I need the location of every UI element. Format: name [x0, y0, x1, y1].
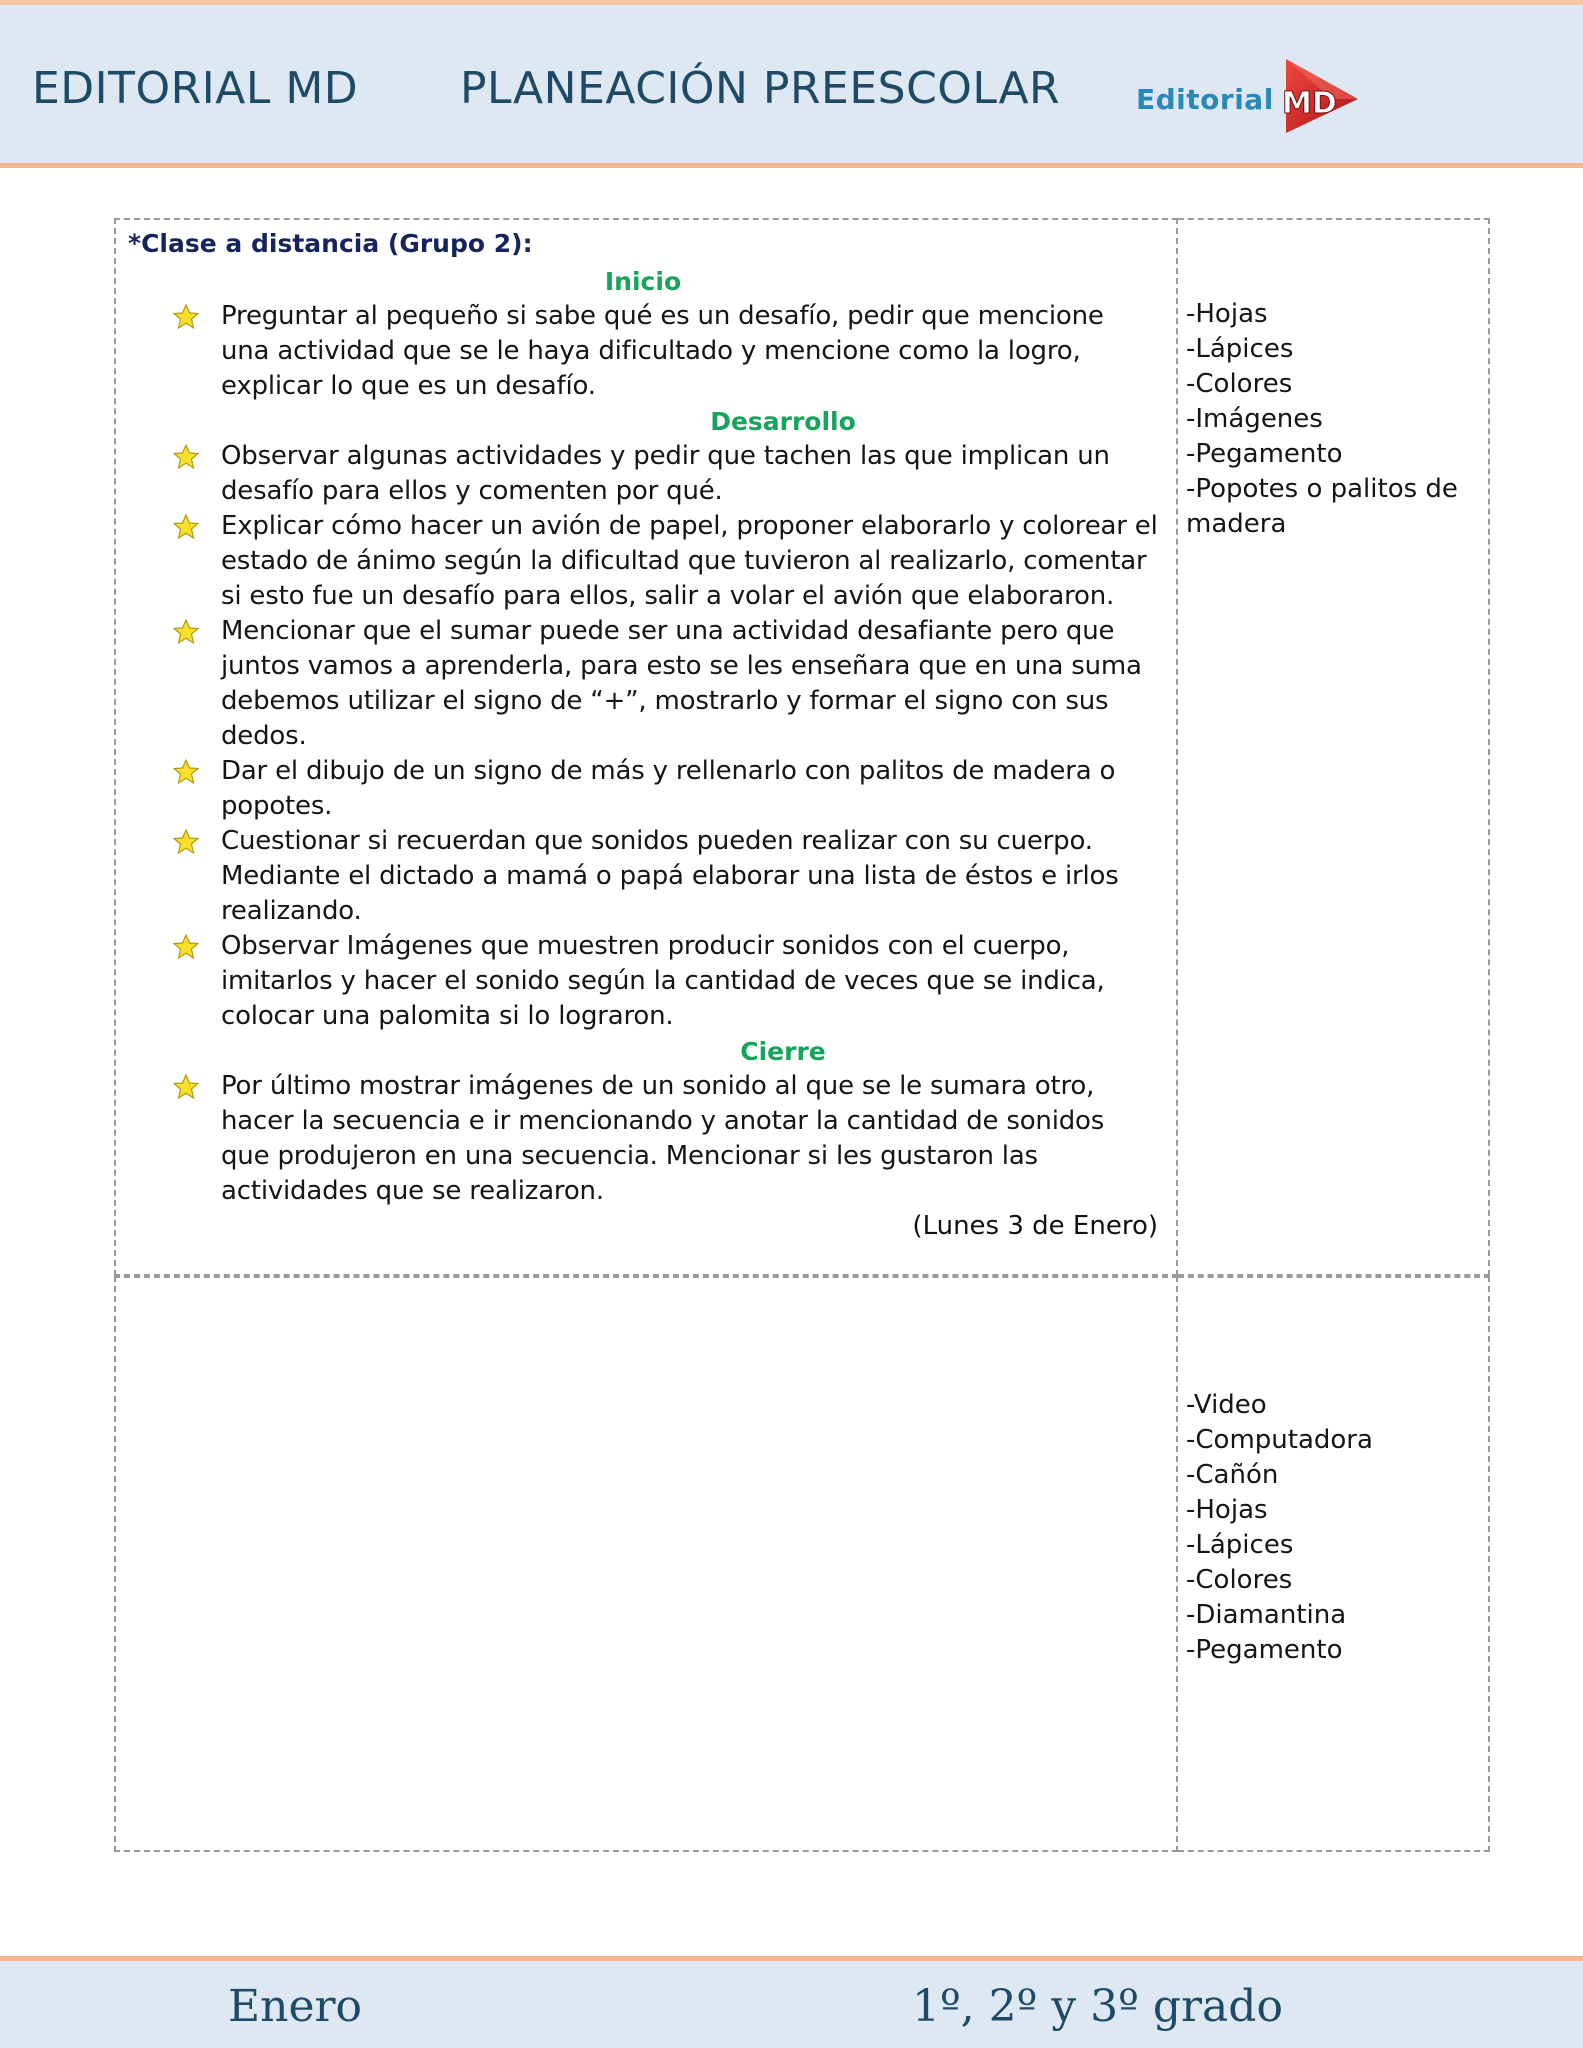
star-icon — [173, 444, 199, 470]
material-item: -Diamantina — [1186, 1600, 1347, 1630]
footer-grade: 1º, 2º y 3º grado — [912, 1981, 1283, 2032]
empty-frame — [114, 1276, 1178, 1852]
list-item — [128, 754, 1160, 824]
section-cierre — [128, 1034, 1160, 1069]
material-item: -Popotes o palitos de madera — [1186, 474, 1458, 539]
item-text: Preguntar al pequeño si sabe qué es un desafío, pedir que mencione una actividad que se le haya dificultado y mencione como la logro, explicar lo que es un desafío. — [221, 301, 1104, 401]
item-text: Cuestionar si recuerdan que sonidos pueden realizar con su cuerpo. Mediante el dictado a mamá o papá elaborar una lista de éstos e irlos realizando. — [221, 826, 1119, 926]
section-inicio-label: Inicio — [604, 267, 682, 296]
item-text: Explicar cómo hacer un avión de papel, proponer elaborarlo y colorear el estado de ánimo según la dificultad que tuvieron al realizarlo, comentar si esto fue un desafío para ellos, salir a volar el avión que elaboraron. — [221, 511, 1158, 611]
star-icon — [173, 829, 199, 855]
material-item: -Colores — [1186, 369, 1293, 399]
item-text: Mencionar que el sumar puede ser una actividad desafiante pero que juntos vamos a aprenderla, para esto se les enseñara que en una suma debemos utilizar el signo de “+”, mostrarlo y formar el signo con sus dedos. — [221, 616, 1142, 751]
list-item — [128, 824, 1160, 929]
materials-list-1 — [1186, 297, 1476, 542]
logo-text: Editorial — [1136, 83, 1274, 116]
lesson-content — [128, 228, 1160, 1244]
material-item: -Hojas — [1186, 299, 1268, 329]
item-text: Observar algunas actividades y pedir que tachen las que implican un desafío para ellos y comenten por qué. — [221, 441, 1110, 506]
list-item — [128, 929, 1160, 1034]
material-item: -Cañón — [1186, 1460, 1279, 1490]
footer-month: Enero — [228, 1981, 363, 2032]
list-item — [128, 299, 1160, 404]
editorial-md-logo — [1134, 55, 1364, 135]
material-item: -Lápices — [1186, 334, 1294, 364]
star-icon — [173, 514, 199, 540]
desarrollo-list — [128, 439, 1160, 1034]
star-icon — [173, 934, 199, 960]
item-text: Dar el dibujo de un signo de más y rellenarlo con palitos de madera o popotes. — [221, 756, 1116, 821]
header-title: PLANEACIÓN PREESCOLAR — [460, 63, 1061, 114]
material-item: -Imágenes — [1186, 404, 1323, 434]
material-item: -Pegamento — [1186, 439, 1343, 469]
material-item: -Lápices — [1186, 1530, 1294, 1560]
logo-md-letters: MD — [1282, 86, 1337, 121]
header-brand: EDITORIAL MD — [32, 63, 359, 114]
material-item: -Video — [1186, 1390, 1267, 1420]
logo-md-mark-icon — [1272, 55, 1376, 135]
section-inicio — [128, 264, 1160, 299]
list-item — [128, 1069, 1160, 1209]
section-cierre-label: Cierre — [740, 1037, 826, 1066]
materials-list-2 — [1186, 1388, 1476, 1668]
class-title: *Clase a distancia (Grupo 2): — [128, 229, 533, 258]
star-icon — [173, 1074, 199, 1100]
list-item — [128, 509, 1160, 614]
inicio-list — [128, 299, 1160, 404]
section-desarrollo-label: Desarrollo — [710, 407, 856, 436]
item-text: Por último mostrar imágenes de un sonido al que se le sumara otro, hacer la secuencia e ir mencionando y anotar la cantidad de sonidos que produjeron en una secuencia. Mencionar si les gustaron las actividades que se realizaron. — [221, 1071, 1105, 1206]
list-item — [128, 614, 1160, 754]
material-item: -Hojas — [1186, 1495, 1268, 1525]
lesson-date: (Lunes 3 de Enero) — [912, 1211, 1158, 1241]
material-item: -Computadora — [1186, 1425, 1373, 1455]
section-desarrollo — [128, 404, 1160, 439]
material-item: -Pegamento — [1186, 1635, 1343, 1665]
star-icon — [173, 619, 199, 645]
star-icon — [173, 759, 199, 785]
cierre-list — [128, 1069, 1160, 1209]
star-icon — [173, 304, 199, 330]
item-text: Observar Imágenes que muestren producir sonidos con el cuerpo, imitarlos y hacer el sonido según la cantidad de veces que se indica, colocar una palomita si lo lograron. — [221, 931, 1105, 1031]
page-footer — [0, 1956, 1583, 2048]
list-item — [128, 439, 1160, 509]
material-item: -Colores — [1186, 1565, 1293, 1595]
page-header — [0, 0, 1583, 168]
